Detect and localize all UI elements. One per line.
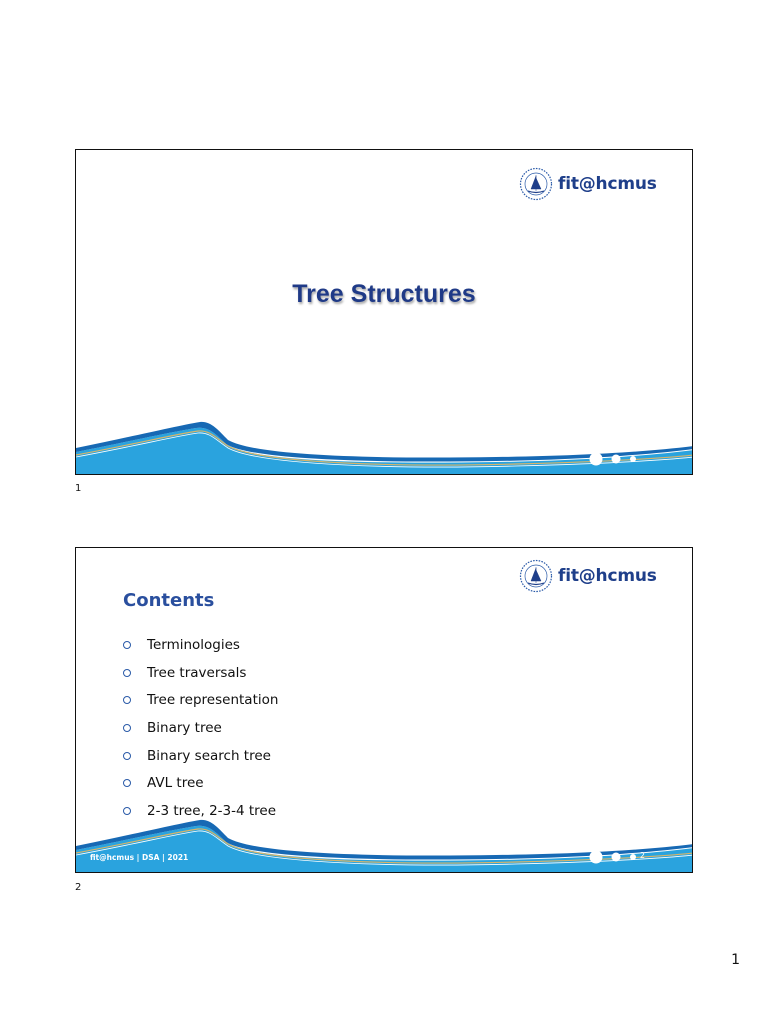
list-item [123,631,278,659]
slide-2 [75,547,693,873]
logo-text: fit@hcmus [558,174,657,194]
bullet-circle-icon [123,641,131,649]
list-item [123,769,278,797]
fit-hcmus-logo [519,167,657,201]
fit-hcmus-logo [519,559,657,593]
page-number: 1 [731,952,740,968]
list-item [123,686,278,714]
bullet-circle-icon [123,696,131,704]
logo-text: fit@hcmus [558,566,657,586]
bullet-circle-icon [123,752,131,760]
slide-1 [75,149,693,475]
list-item-label: 2-3 tree, 2-3-4 tree [147,802,277,819]
slide-footer: fit@hcmus | DSA | 2021 [90,853,189,862]
list-item [123,659,278,687]
bubble-dots-icon [588,450,644,468]
bubble-dots-icon [588,848,644,866]
list-item [123,714,278,742]
list-item-label: AVL tree [147,775,204,792]
list-item-label: Terminologies [147,636,240,653]
slide-number: 2 [639,851,645,860]
slide-heading: Contents [123,590,215,611]
list-item [123,742,278,770]
university-seal-icon [519,167,553,201]
bullet-circle-icon [123,669,131,677]
list-item-label: Binary search tree [147,747,271,764]
bullet-circle-icon [123,724,131,732]
university-seal-icon [519,559,553,593]
list-item-label: Tree traversals [147,664,247,681]
contents-list [123,631,278,825]
list-item-label: Binary tree [147,719,222,736]
slide-2-caption: 2 [75,882,82,893]
slide-1-caption: 1 [75,483,82,494]
slide-title: Tree Structures [292,280,476,308]
bullet-circle-icon [123,779,131,787]
list-item-label: Tree representation [147,692,279,709]
